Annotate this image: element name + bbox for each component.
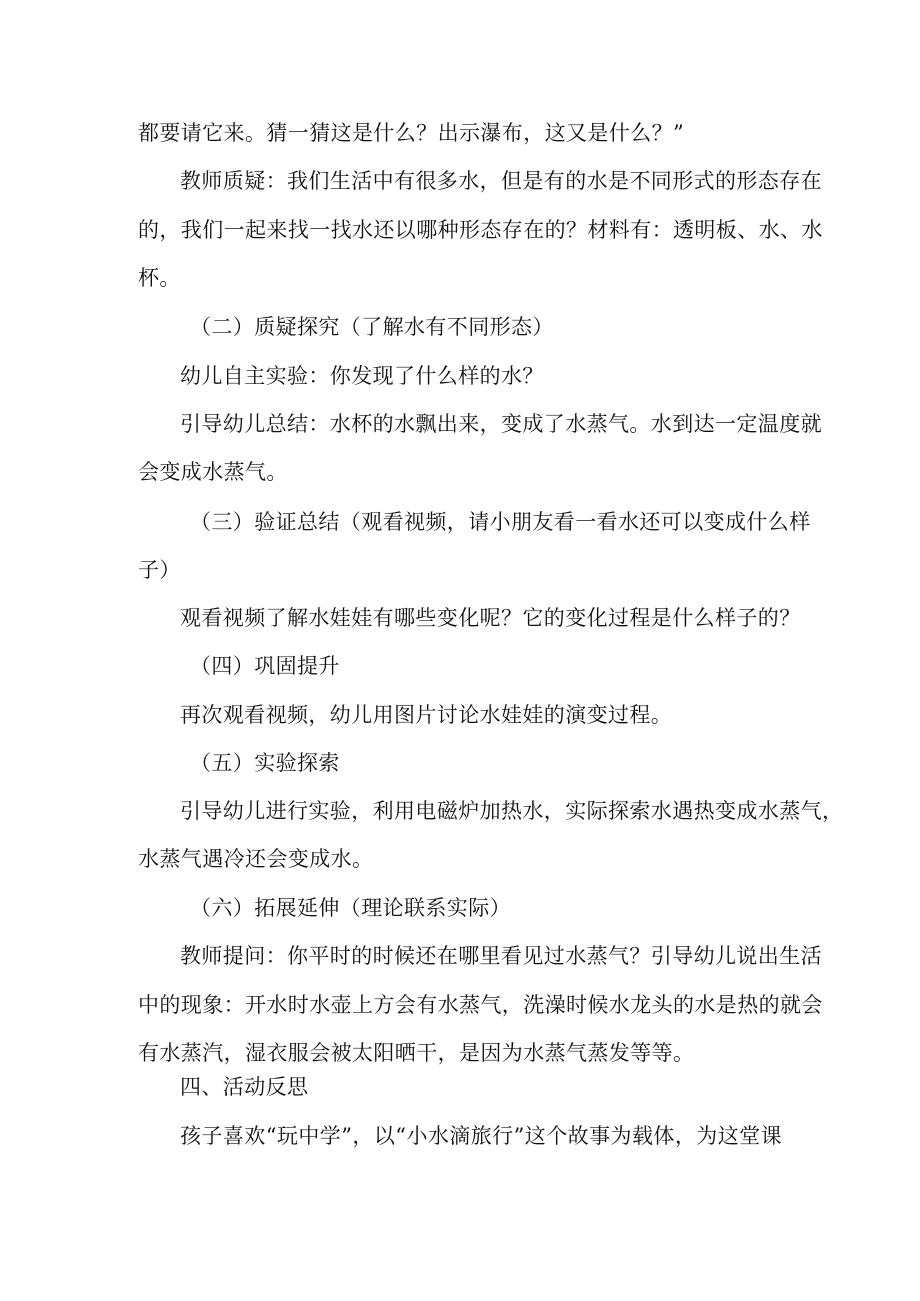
text-line: 水蒸气遇冷还会变成水。 <box>138 847 374 871</box>
text-line: 引导幼儿进行实验，利用电磁炉加热水，实际探索水遇热变成水蒸气， <box>180 799 844 823</box>
section-heading: （四）巩固提升 <box>190 654 340 678</box>
text-line: 子） <box>138 558 181 582</box>
text-line: 教师提问：你平时的时候还在哪里看见过水蒸气？引导幼儿说出生活 <box>180 944 822 968</box>
section-heading: 四、活动反思 <box>180 1075 309 1099</box>
text-line: 引导幼儿总结：水杯的水飘出来，变成了水蒸气。水到达一定温度就 <box>180 412 822 436</box>
text-line: 孩子喜欢“玩中学”，以“小水滴旅行”这个故事为载体，为这堂课 <box>180 1124 782 1148</box>
section-heading: （二）质疑探究（了解水有不同形态） <box>190 315 554 339</box>
section-heading: （三）验证总结（观看视频，请小朋友看一看水还可以变成什么样 <box>190 510 811 534</box>
text-line: 有水蒸汽，湿衣服会被太阳晒干，是因为水蒸气蒸发等等。 <box>138 1041 695 1065</box>
text-line: 教师质疑：我们生活中有很多水，但是有的水是不同形式的形态存在 <box>180 169 822 193</box>
text-line: 观看视频了解水娃娃有哪些变化呢？它的变化过程是什么样子的？ <box>180 606 801 630</box>
text-line: 再次观看视频，幼儿用图片讨论水娃娃的演变过程。 <box>180 703 673 727</box>
text-line: 杯。 <box>138 266 181 290</box>
section-heading: （六）拓展延伸（理论联系实际） <box>190 896 511 920</box>
text-line: 幼儿自主实验：你发现了什么样的水？ <box>180 364 544 388</box>
text-line: 都要请它来。猜一猜这是什么？出示瀑布，这又是什么？” <box>138 121 685 145</box>
text-line: 会变成水蒸气。 <box>138 460 288 484</box>
text-line: 的，我们一起来找一找水还以哪种形态存在的？材料有：透明板、水、水 <box>138 218 823 242</box>
section-heading: （五）实验探索 <box>190 751 340 775</box>
text-line: 中的现象：开水时水壶上方会有水蒸气，洗澡时候水龙头的水是热的就会 <box>138 993 823 1017</box>
